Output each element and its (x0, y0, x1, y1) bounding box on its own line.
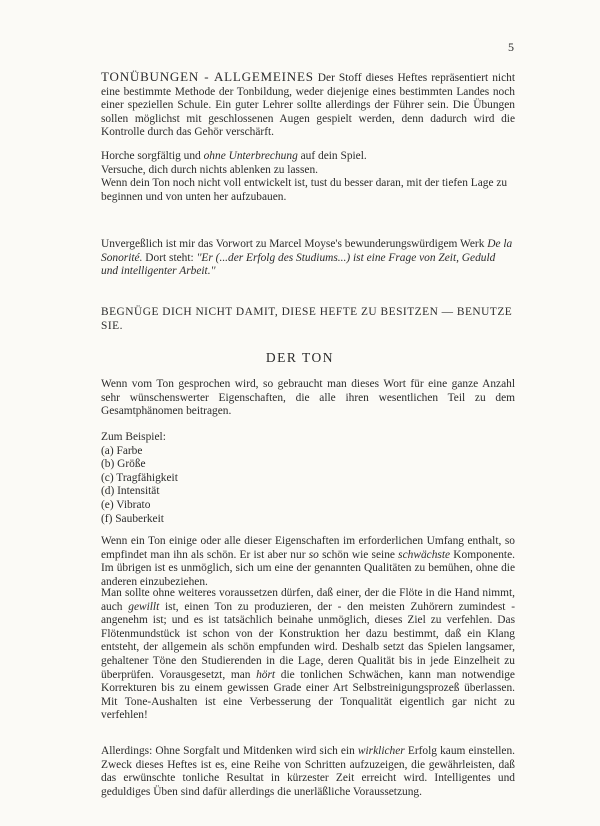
text-run: Erfolg kaum einstellen. Zweck dieses Heftes ist es, eine Reihe von Schritten aufzuzeigen, die gewährleisten, daß das erwünschte tonliche Resultat in kürzester Zeit erreicht wird. Intelligentes und geduldiges Üben sind dafür allerdings die unerläßliche Voraussetzung. (101, 745, 515, 798)
listening-line-2: Versuche, dich durch nichts ablenken zu lassen. (101, 163, 318, 176)
intro-heading: TONÜBUNGEN - ALLGEMEINES (101, 69, 314, 84)
list-item: (a) Farbe (101, 444, 143, 457)
emphasis: so (308, 548, 319, 561)
text-run: Man sollte ohne weiteres voraussetzen dürfen, daß einer, der die Flöte in die Hand nimmt, auch (101, 587, 515, 613)
list-item: (e) Vibrato (101, 498, 151, 511)
tone-definition-paragraph: Wenn vom Ton gesprochen wird, so gebraucht man dieses Wort für eine ganze Anzahl sehr wünschenswerter Eigenschaften, die alle ihren wesentlichen Teil zu dem Gesamtphänomen beitragen. (101, 378, 515, 418)
conclusion-paragraph (101, 745, 515, 799)
qualities-list (101, 431, 515, 526)
list-item: (d) Intensität (101, 485, 160, 498)
list-item: (f) Sauberkeit (101, 512, 164, 525)
list-item: (b) Größe (101, 458, 146, 471)
beauty-paragraph (101, 535, 515, 589)
intro-paragraph (101, 70, 515, 140)
text-run: schön wie seine (318, 548, 399, 561)
text-run: ist, einen Ton zu produzieren, der - den meisten Zuhörern zumindest - angenehm ist; und es ist tatsächlich beinahe unmöglich, dieses Ziel zu verfehlen. Das Flötenmundstück ist schon von der Konstruktion her dazu bestimmt, daß ein Klang entsteht, der allgemein als schön empfunden wird. Deshalb setzt das Spielen langsamer, gehaltener Töne den Studierenden in die Lage, deren Qualität bis in jede Einzelheit zu überprüfen. Vorausgesetzt, man (101, 600, 515, 681)
emphasis: schwächste (398, 548, 451, 561)
emphasis: ohne Unterbrechung (203, 150, 298, 162)
text-run: Allerdings: Ohne Sorgfalt und Mitdenken wird sich ein (101, 745, 358, 757)
quote: ''Er (...der Erfolg des Studiums...) ist eine Frage von Zeit, Geduld und intelligenter Arbeit.'' (101, 251, 496, 278)
practice-paragraph (101, 587, 515, 723)
intro-text: Der Stoff dieses Heftes repräsentiert nicht eine bestimmte Methode der Tonbildung, weder diejenige eines bestimmten Landes noch einer speziellen Schule. Ein guter Lehrer sollte allerdings der Führer sein. Die Übungen sollen möglichst mit geschlossenen Augen gespielt werden, denn dadurch wird die Kontrolle durch das Gehör verschärft. (101, 72, 515, 139)
emphasis: wirklicher (357, 745, 405, 757)
emphasis: hört (256, 668, 276, 681)
emphasis: gewillt (128, 600, 160, 613)
section-title: DER TON (265, 350, 335, 365)
text-run: Wenn ein Ton einige oder alle dieser Eigenschaften im erforderlichen Umfang enthalt, so empfindet man ihn als schön. Er ist aber nur (101, 535, 515, 561)
text-run: Horche sorgfältig und (101, 150, 204, 162)
list-intro: Zum Beispiel: (101, 431, 166, 443)
text-run: Unvergeßlich ist mir das Vorwort zu Marcel Moyse's bewunderungswürdigem Werk (101, 238, 488, 250)
listening-line-1 (101, 150, 515, 164)
page-number: 5 (508, 40, 514, 54)
moyse-paragraph (101, 238, 515, 279)
text-run: die tonlichen Schwächen, kann man notwendige Korrekturen bis zu einem gewissen Grade einer Art Selbstreinigungsprozeß überlassen. Mit Tone-Aushalten ist eine Verbesserung der Tonqualität eigentlich gar nicht zu verfehlen! (101, 668, 515, 722)
work-title: De la Sonorité. (101, 238, 513, 264)
list-item: (c) Tragfähigkeit (101, 471, 178, 484)
listening-line-3: Wenn dein Ton noch nicht voll entwickelt ist, tust du besser daran, mit der tiefen Lage zu beginnen und von unten her aufzubauen. (101, 177, 508, 203)
text-run: Dort steht: (142, 251, 197, 264)
text-run: Komponente. Im übrigen ist es unmöglich, sich um eine der genannten Qualitäten zu bemühen, ohne die anderen einzubeziehen. (101, 548, 515, 588)
listening-paragraph (101, 150, 515, 204)
text-run: auf dein Spiel. (297, 150, 367, 162)
caps-statement: BEGNÜGE DICH NICHT DAMIT, DIESE HEFTE ZU BESITZEN — BENUTZE SIE. (101, 306, 513, 332)
